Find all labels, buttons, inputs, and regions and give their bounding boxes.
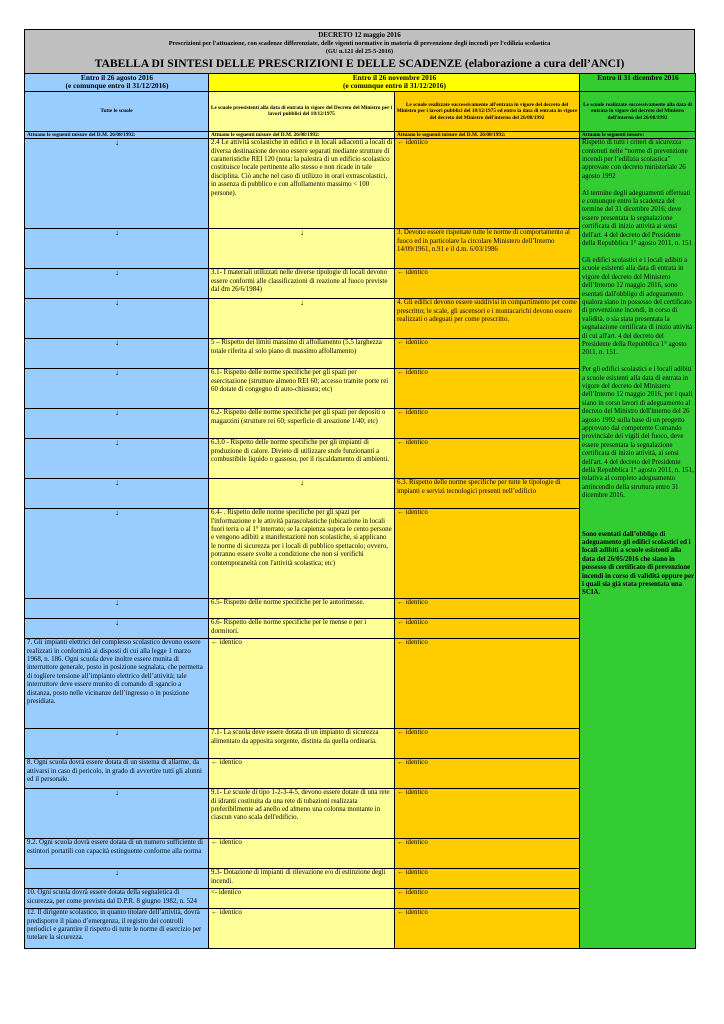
- measures-row: [25, 131, 696, 138]
- summary-table: [24, 73, 696, 949]
- row-cell-col1: ↓: [25, 619, 209, 639]
- row-cell-col3: ← identico: [395, 909, 580, 949]
- document: [24, 29, 695, 949]
- row-cell-col2: 6.2- Rispetto delle norme specifiche per gli spazi per depositi o magazzini (strutture rei 60; superficie di areazione 1/40; etc): [209, 409, 395, 439]
- row-cell-col1: ↓: [25, 139, 209, 229]
- row-cell-col1: ↓: [25, 439, 209, 479]
- row-cell-col2: 2.4 Le attività scolastiche in edifici e in locali adiacenti a locali di diversa destinazione devono essere separati mediante strutture di caratteristiche REI 120 (nota: la palestra di un edificio scolastico costituisce locale pertinente allo stesso e non ricade in tale disciplina. Ciò anche nel caso di utilizzo in orari extrascolastici, in assenza di pubblico e con affollamento massimo < 100 persone).: [209, 139, 395, 229]
- row-cell-col1: ↓: [25, 299, 209, 339]
- row-cell-col1: 12. Il dirigente scolastico, in quanto titolare dell’attività, dovrà predisporre il piano d’emergenza, il registro dei controlli periodici e garantire il rispetto di tutte le norme di esercizio per tutelare la sicurezza.: [25, 909, 209, 949]
- row-cell-col3: ← identico: [395, 729, 580, 759]
- row-cell-col3: ← identico: [395, 889, 580, 909]
- row-cell-col3: 6.3. Rispetto delle norme specifiche per tutte le tipologie di impianti e servizi tecnologici presenti nell’edificio: [395, 479, 580, 509]
- row-cell-col3: 4. Gli edifici devono essere suddivisi in compartimento per come prescritto; le scale, gli ascensori e i montacarichi devono essere realizzati o adeguati per come prescritto.: [395, 299, 580, 339]
- row-cell-col1: ↓: [25, 369, 209, 409]
- row-cell-col1: 8. Ogni scuola dovrà essere dotata di un sistema di allarme, da attivarsi in caso di pericolo, in grado di avvertire tutti gli alunni ed il personale.: [25, 759, 209, 789]
- row-cell-col2: ↓: [209, 299, 395, 339]
- deadline-december: [580, 74, 696, 92]
- decree-date: DECRETO 12 maggio 2016: [318, 31, 401, 39]
- row-cell-col3: ← identico: [395, 639, 580, 729]
- row-cell-col2: 6.4- . Rispetto delle norme specifiche per gli spazi per l'informazione e le attività parascolastiche (ubicazione in locali fuori terra o al 1° interrato; se la capienza supera le cento persone e vengono adibiti a manifestazioni non scolastiche, si applicano le norme di sicurezza per i locali di pubblico spettacolo; ovvero, potranno essere svolte a condizione che non si verifichi contemporaneità con l'attività scolastica; etc): [209, 509, 395, 599]
- row-cell-col2: ← identico: [209, 909, 395, 949]
- deadline-august: [25, 74, 209, 92]
- row-cell-col3: ← identico: [395, 509, 580, 599]
- row-cell-col3: ← identico: [395, 409, 580, 439]
- measures-label-col3: Attuano le seguenti misure del D.M. 26/08/1992:: [395, 131, 580, 138]
- row-cell-col1: ↓: [25, 509, 209, 599]
- row-cell-col2: ← identico: [209, 639, 395, 729]
- category-post-1992: Le scuole realizzate successivamente alla data di entrata in vigore del decreto del Ministro dell'interno del 26/08/1992: [580, 91, 696, 131]
- row-cell-col2: ← identico: [209, 759, 395, 789]
- category-row: [25, 91, 696, 131]
- row-cell-col3: ← identico: [395, 759, 580, 789]
- col4-requirements: [580, 139, 696, 949]
- row-cell-col2: 6.1- Rispetto delle norme specifiche per gli spazi per esercitazione (strutture almeno REI 60; accesso tramite porte rei 60 dotate di congegno di auto-chiusura; etc): [209, 369, 395, 409]
- deadline-november-text: Entro il 26 novembre 2016 (e comunque entro il 31/12/2016): [343, 73, 446, 91]
- row-cell-col2: 6.5- Rispetto delle norme specifiche per le autorimesse.: [209, 599, 395, 619]
- category-pre-1975: Le scuole preesistenti alla data di entrata in vigore del Decreto del Ministro per i lavori pubblici del 18/12/1975: [209, 91, 395, 131]
- decree-header: [24, 29, 695, 74]
- table-title: TABELLA DI SINTESI DELLE PRESCRIZIONI E DELLE SCADENZE (elaborazione a cura dell’ANCI): [94, 57, 625, 70]
- row-cell-col3: ← identico: [395, 599, 580, 619]
- row-cell-col1: ↓: [25, 229, 209, 269]
- row-cell-col3: ← identico: [395, 869, 580, 889]
- row-cell-col1: ↓: [25, 789, 209, 839]
- row-cell-col3: ← identico: [395, 619, 580, 639]
- deadline-november: [209, 74, 580, 92]
- col4-paragraph: Rispetto di tutti i criteri di sicurezza contenuti nelle “norme di prevenzione incendi per l’edilizia scolastica” approvate con decreto ministeriale 26 agosto 1992: [582, 139, 688, 180]
- row-cell-col3: 3. Devono essere rispettate tutte le norme di comportamento al fuoco ed in particolare la circolare Ministero dell’Interno 14/09/1961, n.91 e il d.m. 6/03/1986: [395, 229, 580, 269]
- row-cell-col1: ↓: [25, 339, 209, 369]
- row-cell-col1: 9.2. Ogni scuola dovrà essere dotata di un numero sufficiente di estintori portatili con capacità estinguente conforme alla norma: [25, 839, 209, 869]
- row-cell-col3: ← identico: [395, 139, 580, 229]
- row-cell-col2: 9.1- Le scuole di tipo 1-2-3-4-5, devono essere dotate di una rete di idranti costituita da una rete di tubazioni realizzata preferibilmente ad anello ed almeno una colonna montante in ciascun vano scala dell'edificio.: [209, 789, 395, 839]
- row-cell-col3: ← identico: [395, 839, 580, 869]
- col4-paragraph: Gli edifici scolastici e i locali adibiti a scuole esistenti alla data di entrata in vigore del decreto del Ministero dell’Interno 12 maggio 2016, sono esentati dall'obbligo di adeguamento qualora siano in possesso del certificato di prevenzione incendi, in corso di validità, o sia stata presentata la segnalazione certificata di inizio attività di cui all'art. 4 del decreto del Presidente della Repubblica 1° agosto 2011, n. 151.: [582, 256, 693, 357]
- row-cell-col3: ← identico: [395, 439, 580, 479]
- row-cell-col1: ↓: [25, 869, 209, 889]
- row-cell-col2: ← identico: [209, 839, 395, 869]
- row-cell-col3: ← identico: [395, 339, 580, 369]
- row-cell-col1: ↓: [25, 729, 209, 759]
- row-cell-col2: 6.6- Rispetto delle norme specifiche per le mense e per i dormitori.: [209, 619, 395, 639]
- row-cell-col1: ↓: [25, 479, 209, 509]
- category-1975-1992: Le scuole realizzate successivamente all'entrata in vigore del decreto del Ministro per i lavori pubblici del 18/12/1975 ed entro la data di entrata in vigore del decreto del Ministro dell'interno del 26/08/1992: [395, 91, 580, 131]
- col4-paragraph: Per gli edifici scolastici e i locali adibiti a scuole esistenti alla data di entrata in vigore del decreto del Ministero dell’Interno 12 maggio 2016, per i quali siano in corso lavori di adeguamento al decreto del Ministro dell'interno del 26 agosto 1992 sulla base di un progetto approvato dal competente Comando provinciale dei vigili del fuoco, deve essere presentata la segnalazione certificata di inizio attività, ai sensi dell'art. 4 del decreto del Presidente della Repubblica 1° agosto 2011, n. 151, relativa al completo adeguamento antincendio della struttura entro 31 dicembre 2016.: [582, 366, 694, 500]
- row-cell-col1: ↓: [25, 599, 209, 619]
- row-cell-col1: ↓: [25, 409, 209, 439]
- row-cell-col2: 5 – Rispetto dei limiti massimo di affollamento (5.5 larghezza totale riferita al solo piano di massimo affollamento): [209, 339, 395, 369]
- row-cell-col2: <- identico: [209, 889, 395, 909]
- measures-label-col4: Attuano le seguenti misure:: [580, 131, 696, 138]
- decree-subject: Prescrizioni per l'attuazione, con scadenze differenziate, delle vigenti normative in materia di prevenzione degli incendi per l'edilizia scolastica: [168, 40, 551, 47]
- row-cell-col2: 3.1- I materiali utilizzati nelle diverse tipologie di locali devono essere conformi alle classificazioni di reazione al fuoco previste dal dm 26/6/1984): [209, 269, 395, 299]
- deadline-december-text: Entro il 31 dicembre 2016: [597, 73, 679, 82]
- row-cell-col3: ← identico: [395, 269, 580, 299]
- measures-label-col1: Attuano le seguenti misure del D.M. 26/08/1992:: [25, 131, 209, 138]
- row-cell-col1: 7. Gli impianti elettrici del complesso scolastico devono essere realizzati in conformità ai disposti di cui alla legge 1 marzo 1968, n. 186. Ogni scuola deve inoltre essere munita di interruttore generale, posto in posizione segnalata, che permetta di togliere tensione all’impianto elettrico dell’attività; tale interruttore deve essere munito di comando di sgancio a distanza, posto nelle vicinanze dell’ingresso o in posizione presidiata.: [25, 639, 209, 729]
- row-cell-col2: 7.1- La scuola deve essere dotata di un impianto di sicurezza alimentato da apposita sorgente, distinta da quella ordinaria.: [209, 729, 395, 759]
- row-cell-col2: ↓: [209, 479, 395, 509]
- deadline-august-text: Entro il 26 agosto 2016 (e comunque entro il 31/12/2016): [65, 73, 169, 91]
- decree-gazette: (GU n.121 del 25-5-2016): [325, 48, 394, 55]
- category-all-schools: Tutte le scuole: [25, 91, 209, 131]
- row-cell-col3: ← identico: [395, 369, 580, 409]
- row-cell-col1: ↓: [25, 269, 209, 299]
- measures-label-col2: Attuano le seguenti misure del D.M. 26/08/1992:: [209, 131, 395, 138]
- row-cell-col2: 6.3.0 - Rispetto delle norme specifiche per gli impianti di produzione di calore. Divieto di utilizzare stufe funzionanti a combustibile liquido o gassoso, per il riscaldamento di ambienti.: [209, 439, 395, 479]
- col4-paragraph: Al termine degli adeguamenti effettuati e comunque entro la scadenza del termine del 31 dicembre 2016, deve essere presentata la segnalazione certificata di inizio attività ai sensi dell'art. 4 del decreto del Presidente della Repubblica 1° agosto 2011, n. 151: [582, 189, 693, 248]
- row-cell-col3: ← identico: [395, 789, 580, 839]
- row-cell-col2: 9.3- Dotazione di impianti di rilevazione e/o di estinzione degli incendi.: [209, 869, 395, 889]
- deadline-row: [25, 74, 696, 92]
- row-cell-col2: ↓: [209, 229, 395, 269]
- col4-exemption-note: Sono esentati dall’obbligo di adeguamento gli edifici scolastici ed i locali adibiti a scuole esistenti alla data del 26/05/2016 che siano in possesso di certificato di prevenzione incendi in corso di validità oppure per i quali sia già stata presentata una SCIA.: [582, 530, 694, 597]
- table-row: [25, 139, 696, 229]
- row-cell-col1: 10. Ogni scuola dovrà essere dotata della segnaletica di sicurezza, per come prevista dal D.P.R. 8 giugno 1982, n. 524: [25, 889, 209, 909]
